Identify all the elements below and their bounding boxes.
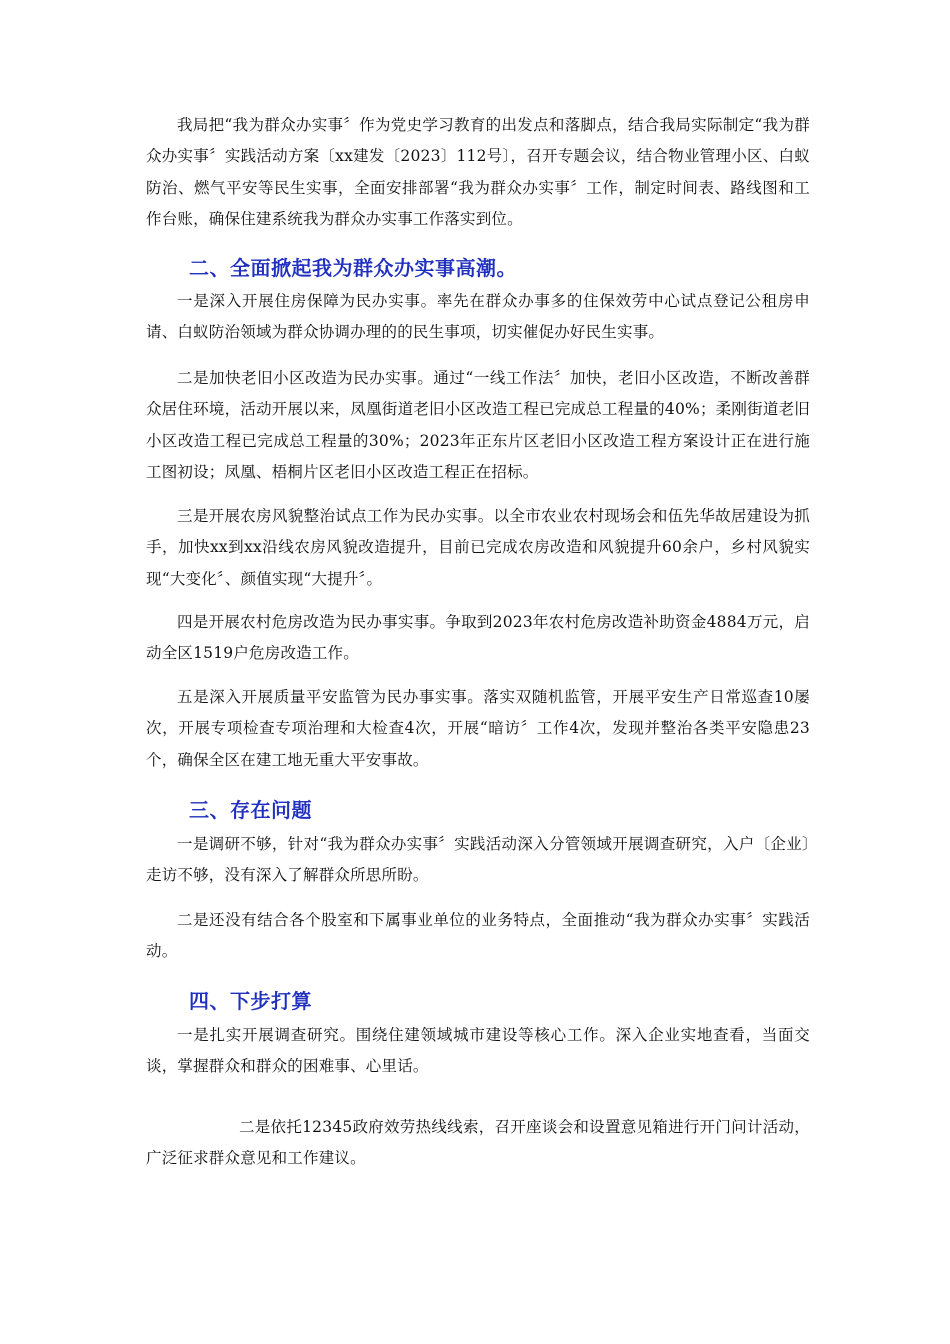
section-3-item-2: 二是还没有结合各个股室和下属事业单位的业务特点，全面推动“我为群众办实事〞实践活动。: [146, 911, 810, 961]
section-2-item-3: 三是开展农房风貌整治试点工作为民办实事。以全市农业农村现场会和伍先华故居建设为抓手，加快xx到xx沿线农房风貌改造提升，目前已完成农房改造和风貌提升60余户，乡村风貌实现“大变化〞、颜值实现“大提升〞。: [146, 507, 810, 588]
section-3-item-1: 一是调研不够，针对“我为群众办实事〞实践活动深入分管领域开展调查研究，入户〔企业〕走访不够，没有深入了解群众所思所盼。: [146, 835, 810, 885]
section-2-item-4: 四是开展农村危房改造为民办事实事。争取到2023年农村危房改造补助资金4884万元，启动全区1519户危房改造工作。: [146, 613, 810, 663]
section-4-item-2: 二是依托12345政府效劳热线线索，召开座谈会和设置意见箱进行开门问计活动，广泛征求群众意见和工作建议。: [146, 1118, 810, 1168]
section-2-item-5: 五是深入开展质量平安监管为民办事实事。落实双随机监管，开展平安生产日常巡查10屡次，开展专项检查专项治理和大检查4次，开展“暗访〞工作4次，发现并整治各类平安隐患23个，确保全区在建工地无重大平安事故。: [146, 688, 810, 769]
section-2-item-2: 二是加快老旧小区改造为民办实事。通过“一线工作法〞加快，老旧小区改造，不断改善群众居住环境，活动开展以来，凤凰街道老旧小区改造工程已完成总工程量的40%；柔刚街道老旧小区改造工程已完成总工程量的30%；2023年正东片区老旧小区改造工程方案设计正在进行施工图初设；凤凰、梧桐片区老旧小区改造工程正在招标。: [146, 369, 810, 482]
section-3-heading: 三、存在问题: [189, 798, 312, 822]
intro-paragraph: 我局把“我为群众办实事〞作为党史学习教育的出发点和落脚点，结合我局实际制定“我为群众办实事〞实践活动方案〔xx建发〔2023〕112号〕，召开专题会议，结合物业管理小区、白蚁防治、燃气平安等民生实事，全面安排部署“我为群众办实事〞工作，制定时间表、路线图和工作台账，确保住建系统我为群众办实事工作落实到位。: [146, 116, 810, 229]
section-2-heading: 二、全面掀起我为群众办实事高潮。: [189, 256, 517, 280]
section-4-item-1: 一是扎实开展调查研究。围绕住建领域城市建设等核心工作。深入企业实地查看，当面交谈，掌握群众和群众的困难事、心里话。: [146, 1026, 810, 1076]
section-4-heading: 四、下步打算: [189, 989, 312, 1013]
section-2-item-1: 一是深入开展住房保障为民办实事。率先在群众办事多的住保效劳中心试点登记公租房申请、白蚁防治领域为群众协调办理的的民生事项，切实催促办好民生实事。: [146, 292, 810, 342]
